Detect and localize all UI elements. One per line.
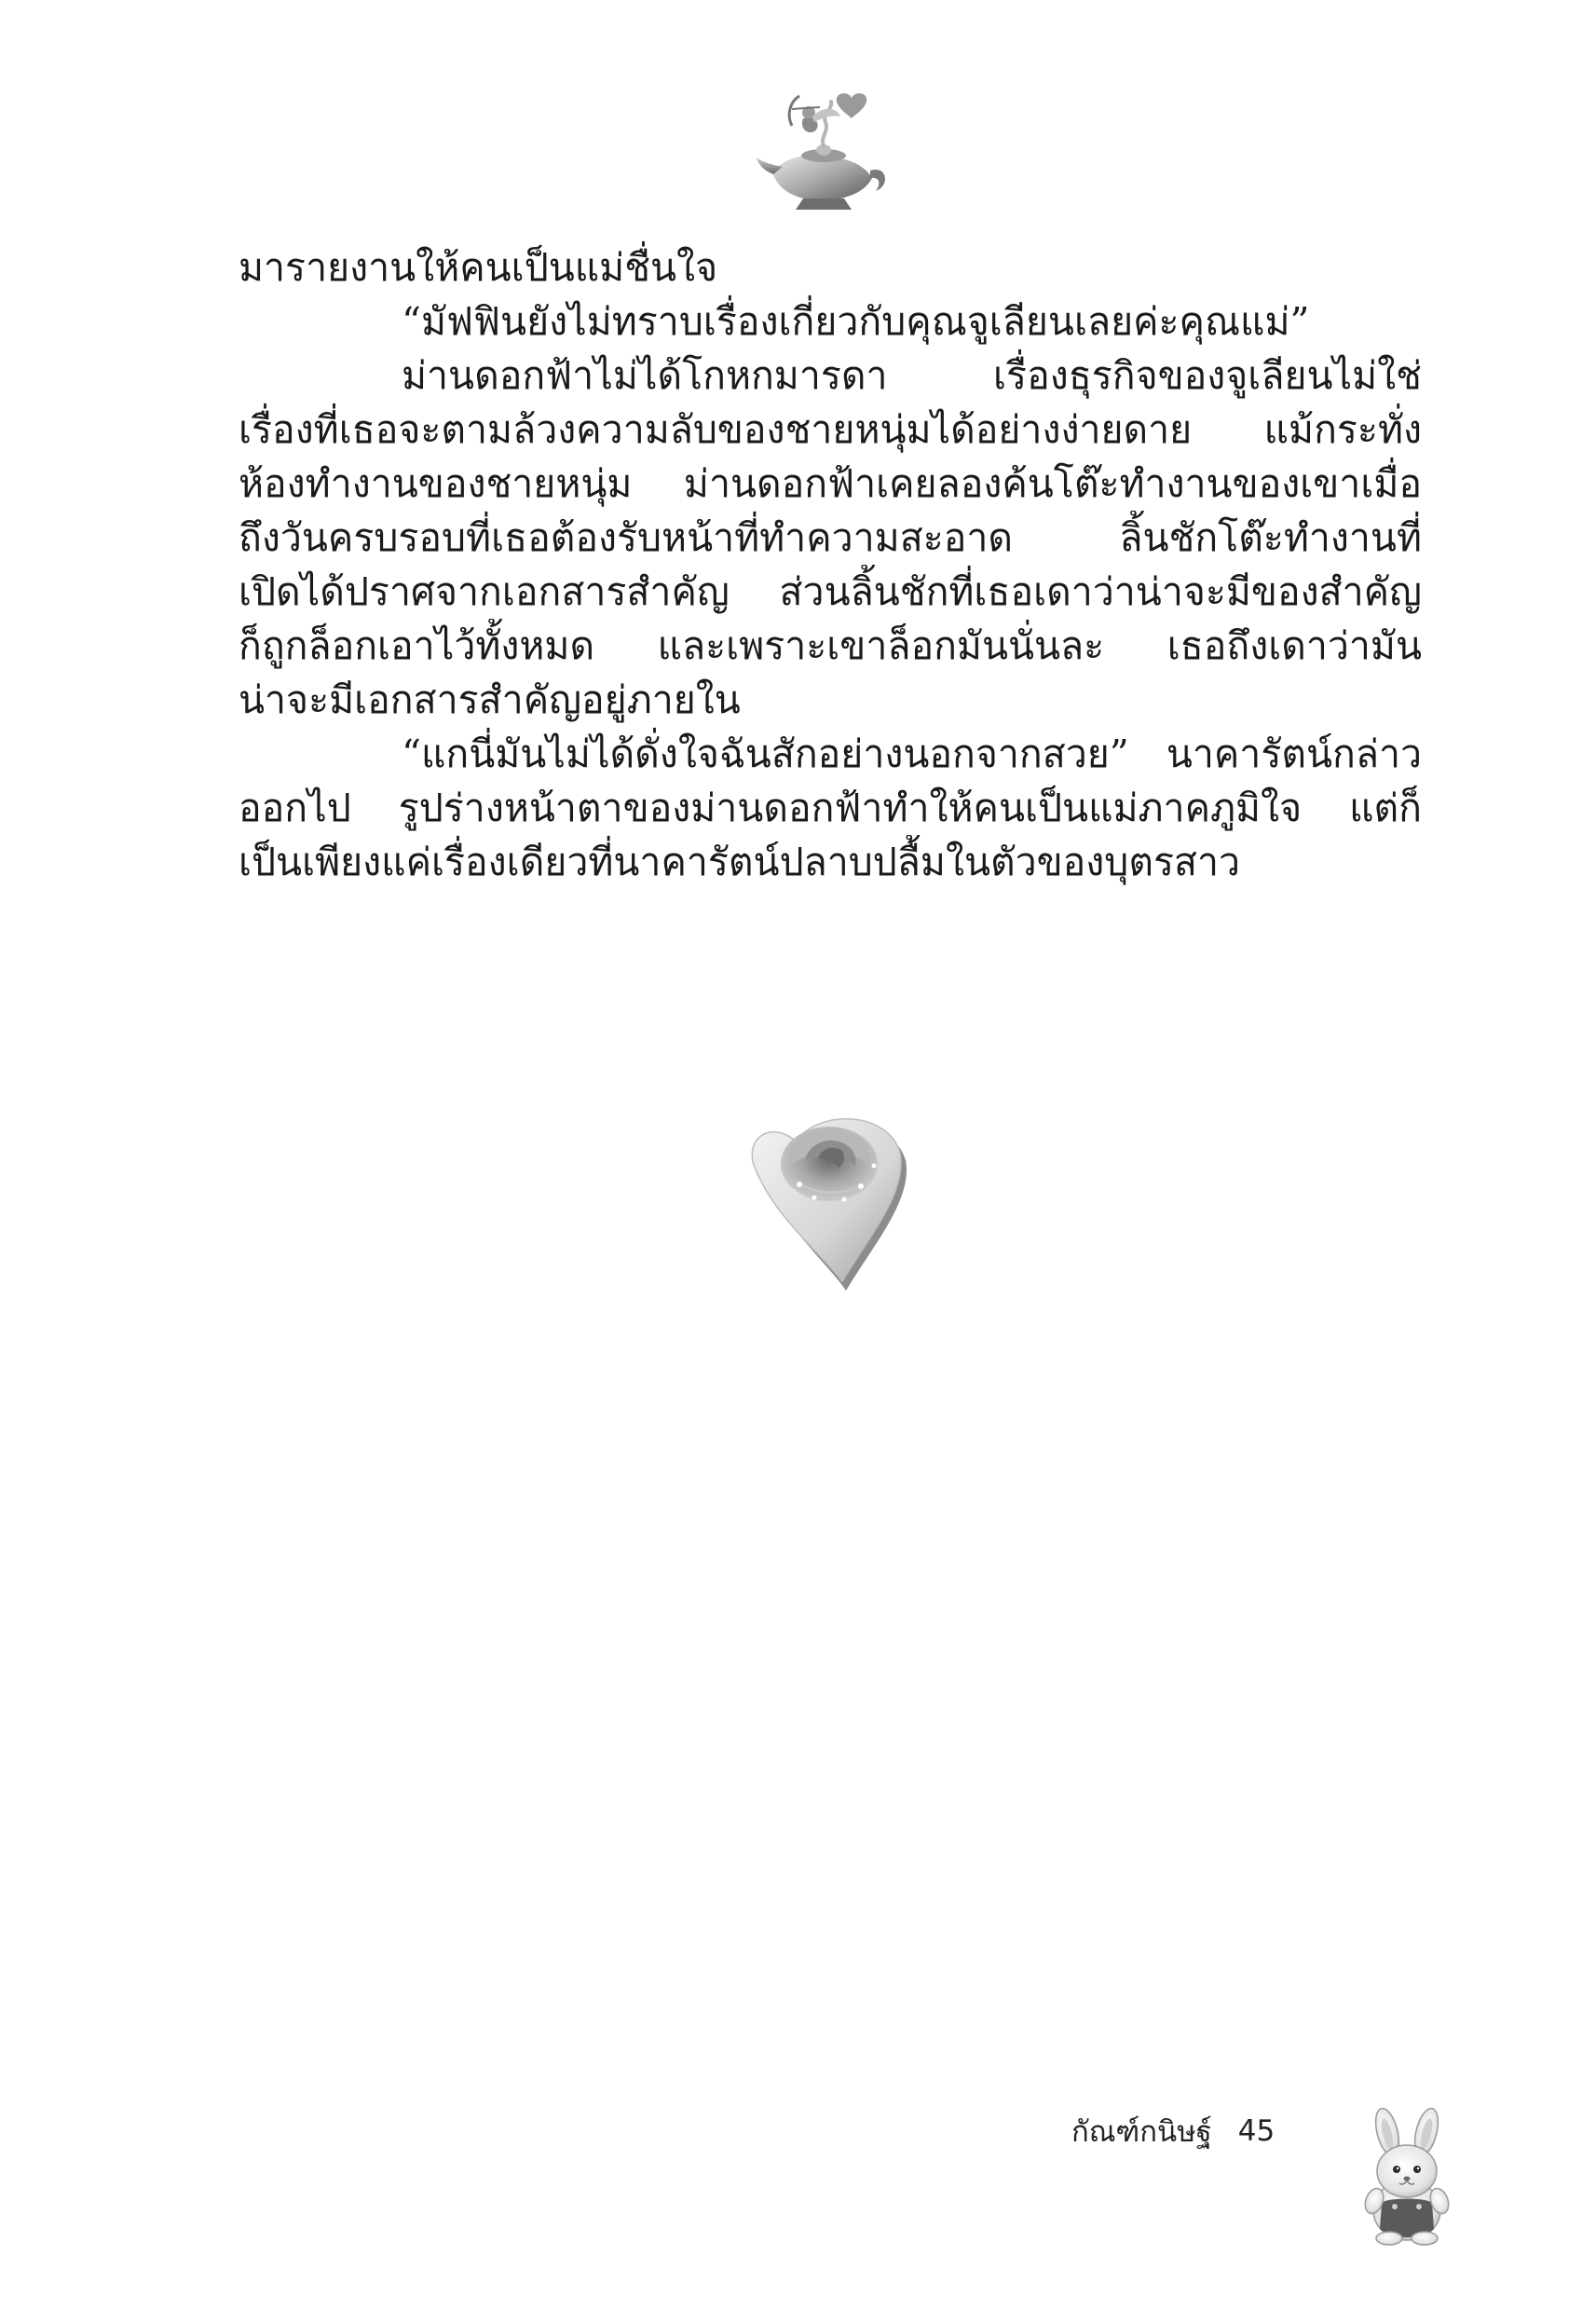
text-line: ห้องทำงานของชายหนุ่ม ม่านดอกฟ้าเคยลองค้นโต๊ะทำงานของเขาเมื่อ xyxy=(239,461,1422,506)
text-line: ก็ถูกล็อกเอาไว้ทั้งหมด และเพราะเขาล็อกมันนั่นละ เธอถึงเดาว่ามัน xyxy=(239,623,1422,668)
author-name: กัณฑ์กนิษฐ์ xyxy=(1071,2115,1212,2149)
text-line: เปิดได้ปราศจากเอกสารสำคัญ ส่วนลิ้นชักที่เธอเดาว่าน่าจะมีของสำคัญ xyxy=(239,569,1422,614)
genie-lamp-cupid-icon xyxy=(755,89,894,214)
text-line: ออกไป รูปร่างหน้าตาของม่านดอกฟ้าทำให้คนเป็นแม่ภาคภูมิใจ แต่ก็ xyxy=(239,786,1422,830)
text-line: เป็นเพียงแค่เรื่องเดียวที่นาคารัตน์ปลาบปลื้มในตัวของบุตรสาว xyxy=(239,840,1241,884)
text-line: มารายงานให้คนเป็นแม่ชื่นใจ xyxy=(239,245,718,290)
text-line: ถึงวันครบรอบที่เธอต้องรับหน้าที่ทำความสะอาด ลิ้นชักโต๊ะทำงานที่ xyxy=(239,515,1422,560)
rabbit-plush-icon xyxy=(1356,2106,1458,2246)
page-number: 45 xyxy=(1237,2114,1275,2148)
text-line: น่าจะมีเอกสารสำคัญอยู่ภายใน xyxy=(239,677,741,722)
text-line: เรื่องที่เธอจะตามล้วงความลับของชายหนุ่มได้อย่างง่ายดาย แม้กระทั่ง xyxy=(239,407,1422,452)
text-line: “มัฟฟินยังไม่ทราบเรื่องเกี่ยวกับคุณจูเลียนเลยค่ะคุณแม่” xyxy=(402,299,1310,344)
page-footer xyxy=(1071,2108,1275,2154)
text-line: ม่านดอกฟ้าไม่ได้โกหกมารดา เรื่องธุรกิจของจูเลียนไม่ใช่ xyxy=(402,353,1422,398)
body-text xyxy=(239,240,1422,889)
text-line: “แกนี่มันไม่ได้ดั่งใจฉันสักอย่างนอกจากสวย” นาคารัตน์กล่าว xyxy=(402,732,1422,776)
heart-rose-icon xyxy=(734,1095,925,1300)
